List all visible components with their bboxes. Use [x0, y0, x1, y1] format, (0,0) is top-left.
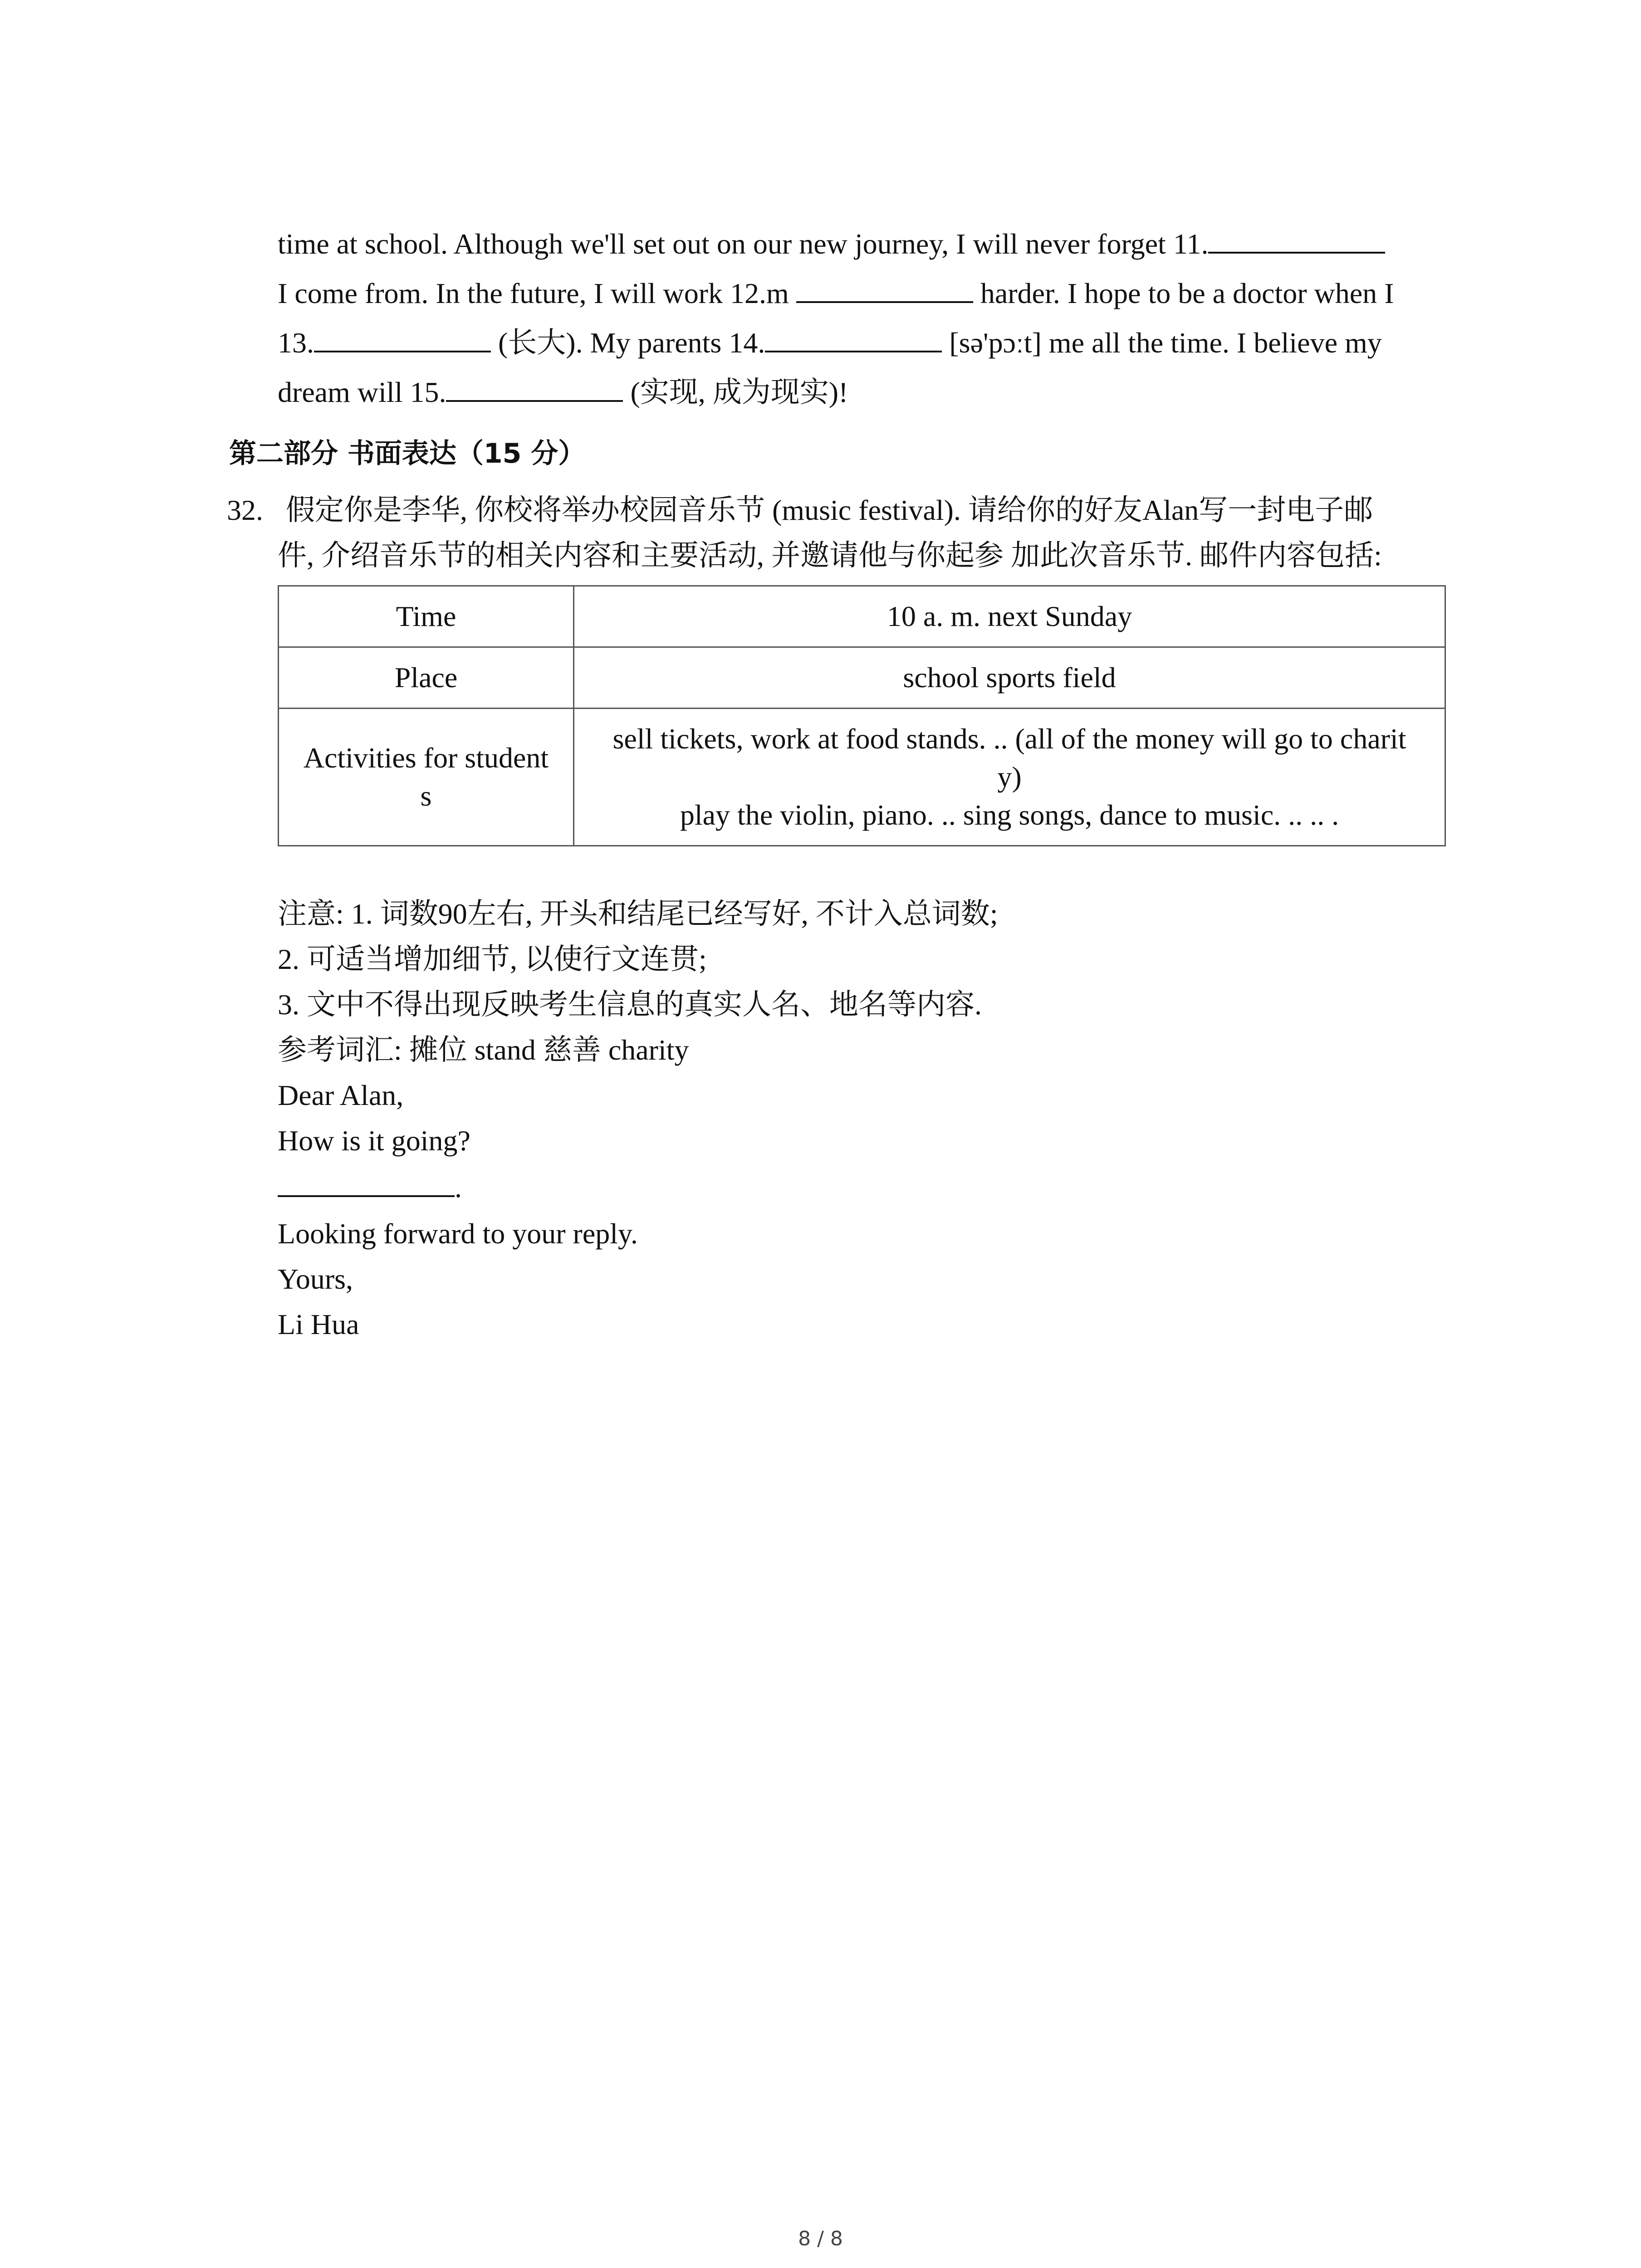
passage-text: I come from. In the future, I will work 12.m	[278, 277, 796, 309]
answer-blank-12[interactable]	[796, 274, 973, 303]
letter-salutation: Dear Alan,	[278, 1079, 404, 1111]
table-value-activities	[574, 709, 1445, 846]
table-label-time: Time	[279, 586, 574, 647]
passage-line-4	[278, 373, 848, 411]
table-row	[279, 647, 1445, 709]
passage-text: (实现, 成为现实)!	[623, 376, 848, 408]
answer-blank-15[interactable]	[446, 373, 623, 402]
question-prompt-line-2: 件, 介绍音乐节的相关内容和主要活动, 并邀请他与你起参 加此次音乐节. 邮件内容包括:	[278, 539, 1382, 572]
table-row	[279, 709, 1445, 846]
answer-blank-14[interactable]	[765, 323, 942, 352]
answer-blank-13[interactable]	[314, 323, 491, 352]
table-label-place: Place	[279, 647, 574, 709]
info-table	[278, 585, 1446, 846]
activities-label-line-2: s	[420, 780, 432, 812]
note-1: 注意: 1. 词数90左右, 开头和结尾已经写好, 不计入总词数;	[278, 898, 998, 930]
table-row	[279, 586, 1445, 647]
letter-name: Li Hua	[278, 1308, 359, 1340]
passage-text: (长大). My parents 14.	[491, 327, 765, 359]
activities-label-line-1: Activities for student	[303, 742, 549, 774]
passage-line-1	[278, 225, 1385, 262]
activities-value-line-2: y)	[997, 761, 1022, 793]
vocab-note: 参考词汇: 摊位 stand 慈善 charity	[278, 1034, 689, 1066]
question-prompt-line-1: 假定你是李华, 你校将举办校园音乐节 (music festival). 请给你的好友Alan写一封电子邮	[286, 494, 1373, 526]
passage-line-3	[278, 323, 1382, 361]
letter-opening: How is it going?	[278, 1124, 470, 1157]
section-heading: 第二部分 书面表达（15 分）	[229, 438, 586, 469]
letter-blank-period: .	[455, 1171, 462, 1203]
question-number: 32.	[227, 494, 263, 526]
table-value-time: 10 a. m. next Sunday	[574, 586, 1445, 647]
activities-value-line-3: play the violin, piano. .. sing songs, dance to music. .. .. .	[680, 799, 1339, 831]
note-2: 2. 可适当增加细节, 以使行文连贯;	[278, 943, 707, 975]
writing-blank[interactable]	[278, 1168, 455, 1197]
table-label-activities	[279, 709, 574, 846]
passage-line-2	[278, 274, 1394, 312]
letter-closing-line: Looking forward to your reply.	[278, 1217, 638, 1250]
letter-body-blank	[278, 1168, 462, 1206]
passage-text: [sə'pɔːt] me all the time. I believe my	[942, 327, 1382, 359]
letter-signoff: Yours,	[278, 1263, 353, 1295]
passage-text: harder. I hope to be a doctor when I	[973, 277, 1394, 309]
passage-text: 13.	[278, 327, 314, 359]
passage-text: time at school. Although we'll set out on our new journey, I will never forget 11.	[278, 228, 1209, 260]
note-3: 3. 文中不得出现反映考生信息的真实人名、地名等内容.	[278, 988, 982, 1021]
activities-value-line-1: sell tickets, work at food stands. .. (all of the money will go to charit	[612, 723, 1406, 755]
passage-text: dream will 15.	[278, 376, 446, 408]
table-value-place: school sports field	[574, 647, 1445, 709]
answer-blank-11[interactable]	[1208, 225, 1385, 254]
page-number: 8 / 8	[798, 2227, 843, 2250]
